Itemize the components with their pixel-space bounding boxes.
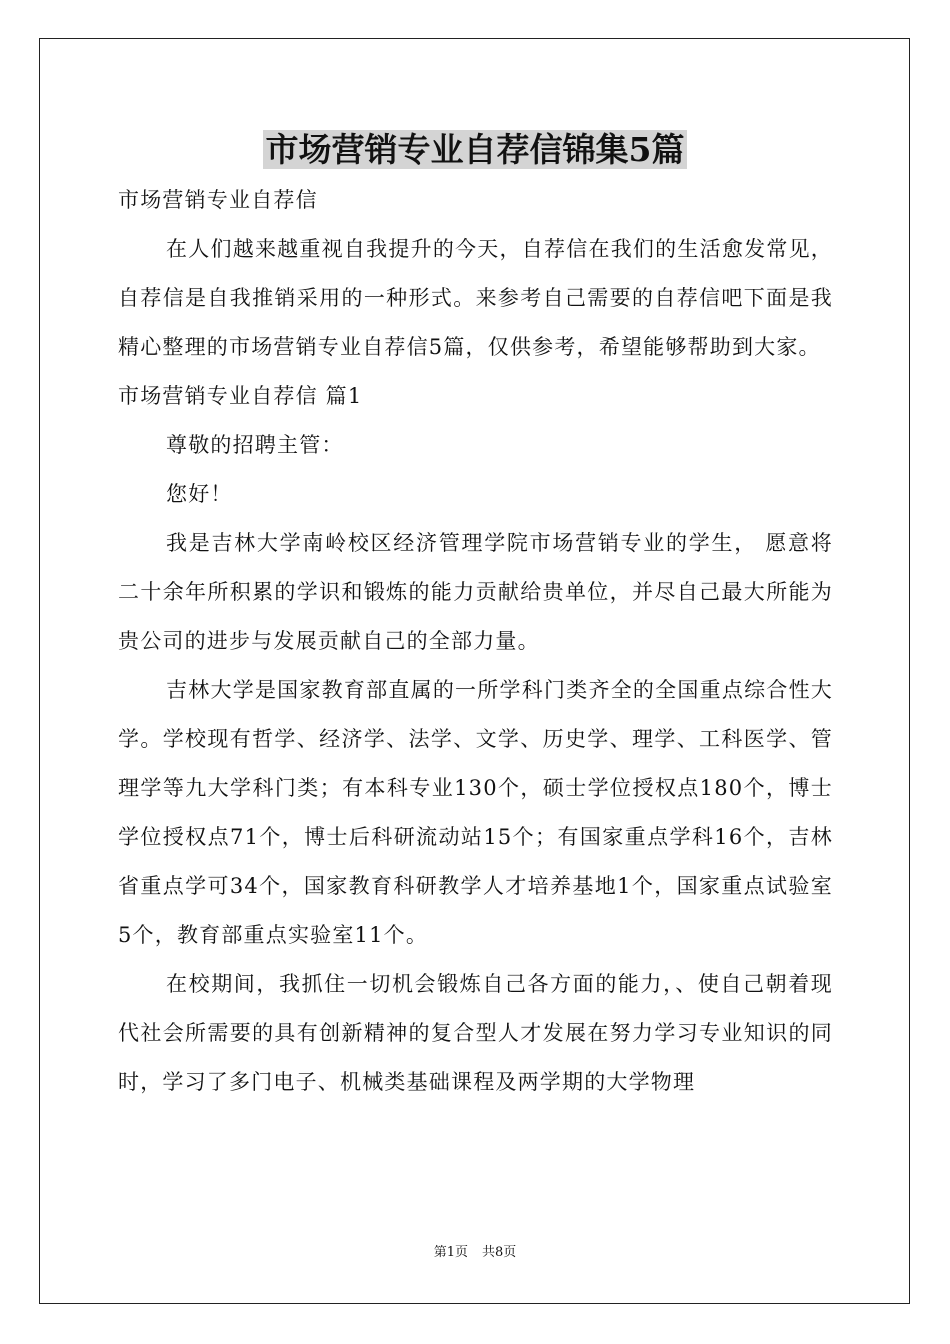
page-number-total: 共8页 [482,1245,517,1260]
document-body [118,176,833,1107]
body-paragraph: 我是吉林大学南岭校区经济管理学院市场营销专业的学生， 愿意将二十余年所积累的学识和锻炼的能力贡献给贵单位，并尽自己最大所能为贵公司的进步与发展贡献自己的全部力量。 [118,531,833,653]
intro-paragraph: 在人们越来越重视自我提升的今天，自荐信在我们的生活愈发常见，自荐信是自我推销采用的一种形式。来参考自己需要的自荐信吧下面是我精心整理的市场营销专业自荐信5篇，仅供参考，希望能够帮助到大家。 [118,237,833,359]
document-title [0,128,950,172]
body-paragraph: 吉林大学是国家教育部直属的一所学科门类齐全的全国重点综合性大学。学校现有哲学、经济学、法学、文学、历史学、理学、工科医学、管理学等九大学科门类；有本科专业130个，硕士学位授权点180个，博士学位授权点71个，博士后科研流动站15个；有国家重点学科16个，吉林省重点学可34个，国家教育科研教学人才培养基地1个，国家重点试验室5个，教育部重点实验室11个。 [118,678,833,947]
page-number-current: 第1页 [433,1245,468,1260]
section-heading: 市场营销专业自荐信 [118,188,318,212]
greeting: 您好！ [166,482,233,506]
body-paragraph: 在校期间，我抓住一切机会锻炼自己各方面的能力，、使自己朝着现代社会所需要的具有创新精神的复合型人才发展在努力学习专业知识的同时，学习了多门电子、机械类基础课程及两学期的大学物理 [118,972,833,1094]
salutation: 尊敬的招聘主管： [166,433,344,457]
document-title-text: 市场营销专业自荐信锦集5篇 [263,130,688,169]
page-footer [0,1244,950,1262]
section-heading: 市场营销专业自荐信 篇1 [118,384,363,408]
